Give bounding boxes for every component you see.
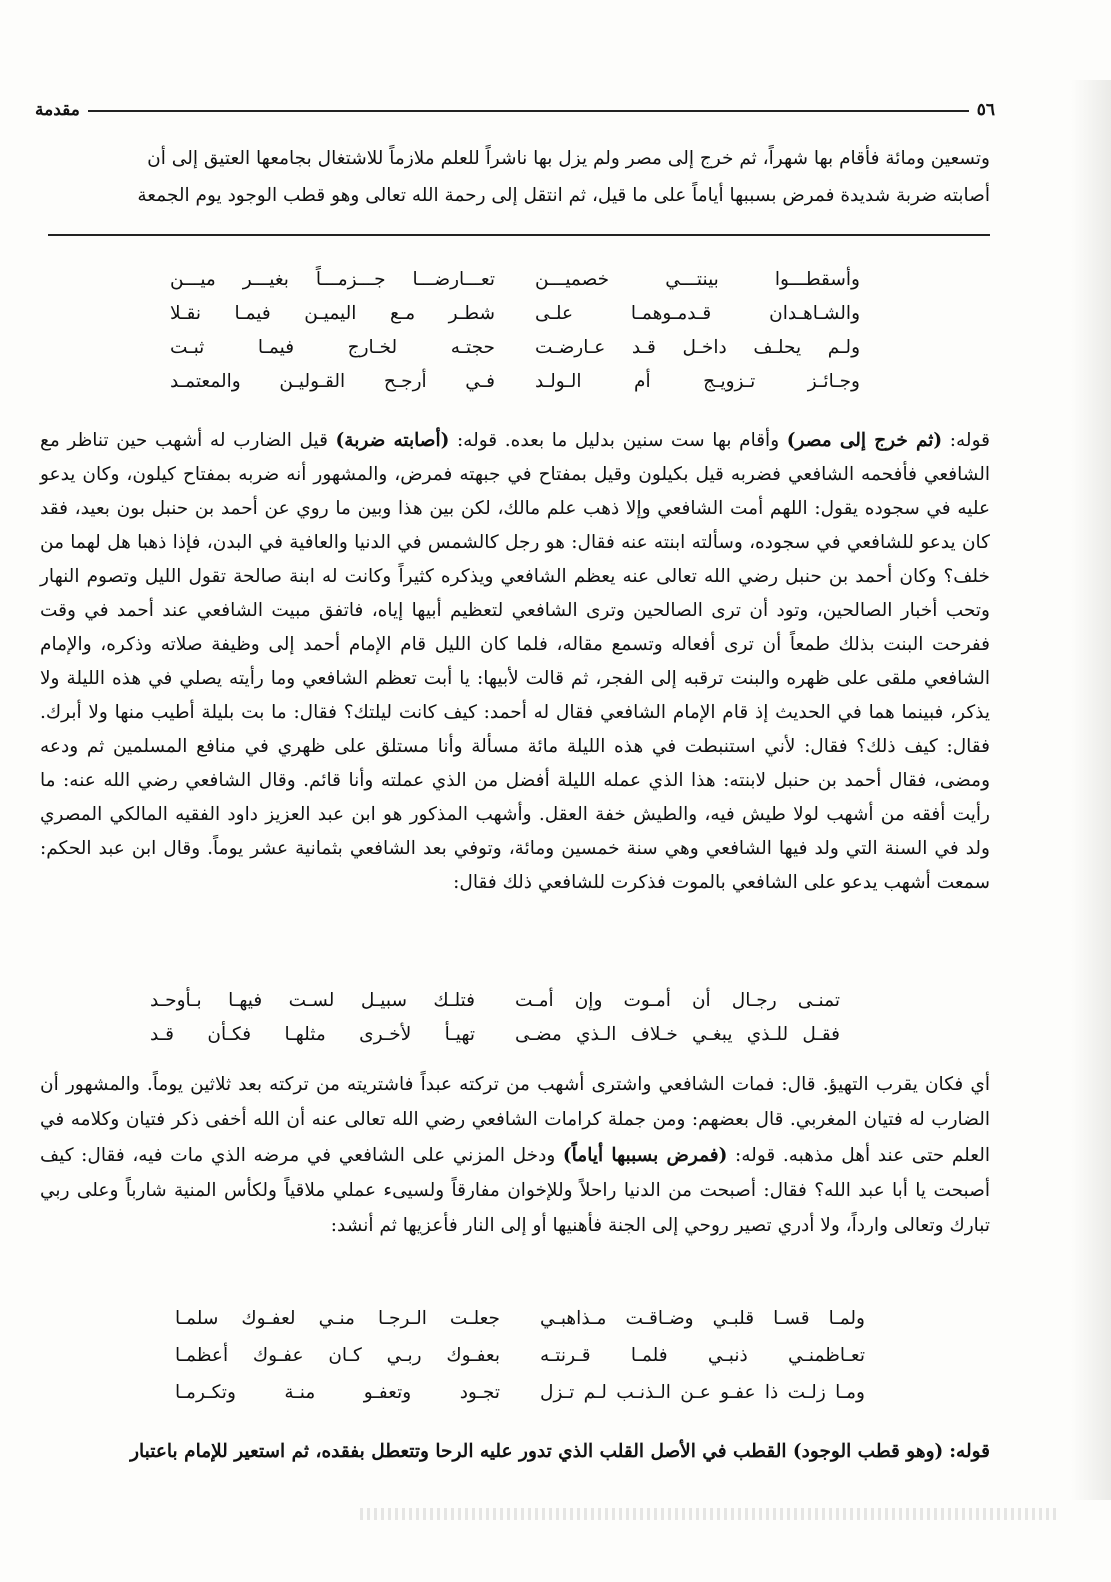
page-spine-shadow	[1071, 80, 1111, 1500]
quoted-phrase: (فمرض بسببها أياماً)	[562, 1144, 728, 1166]
poem-block-1	[170, 262, 860, 398]
commentary-text: وأقام بها ست سنين بدليل ما بعده. قوله:	[449, 430, 787, 451]
verse-first-hemistich: ولمـا قسـا قلبـي وضـاقـت مـذاهبـي	[540, 1308, 865, 1329]
verse-second-hemistich: فـي أرجـح القـوليـن والمعتمـد	[170, 370, 495, 392]
commentary-paragraph-3	[40, 1435, 990, 1469]
verse-line	[170, 330, 860, 364]
quoted-phrase: (ثم خرج إلى مصر)	[786, 430, 943, 451]
verse-second-hemistich: تعـــارضـــا جـــزمـــاً بغيـــر ميـــن	[170, 268, 495, 290]
page-header	[35, 95, 995, 125]
verse-line	[170, 364, 860, 398]
verse-line	[170, 262, 860, 296]
verse-second-hemistich: فتلـك سبيـل لسـت فيهـا بـأوحـد	[150, 989, 475, 1011]
main-text-line: أصابته ضربة شديدة فمرض بسببها أياماً على ما قيل، ثم انتقل إلى رحمة الله تعالى وهو قطب الوجود يوم الجمعة	[137, 185, 990, 206]
section-title: مقدمة	[35, 100, 80, 120]
verse-first-hemistich: وجـائـز تـزويـج أم الـولـد	[535, 370, 860, 392]
quoted-phrase: (أصابته ضربة)	[335, 430, 450, 451]
verse-second-hemistich: بعفـوك ربـي كـان عفـوك أعظمـا	[175, 1345, 500, 1366]
main-text	[40, 140, 990, 214]
quoted-phrase: (وهو قطب الوجود)	[792, 1441, 944, 1462]
verse-second-hemistich: تجـود وتعفـو منـة وتكـرمـا	[175, 1382, 500, 1403]
verse-second-hemistich: شطـر مـع اليميـن فيمـا نقـلا	[170, 302, 495, 324]
commentary-text: قيل الضارب له أشهب حين تناظر مع الشافعي فأفحمه الشافعي فضربه قيل بكيلون وقيل بمفتاح في جبهته فمرض، والمشهور أنه ضربه بمفتاح كيلون، وكان يدعو عليه في سجوده يقول: اللهم أمت الشافعي وإلا ذهب علم مالك، لكن بين هذا وبين ما روي عن أحمد بن حنبل بون بعيد، فقد كان يدعو للشافعي في سجوده، وسألته ابنته عنه فقال: هو رجل كالشمس في الدنيا والعافية في البدن، فإذا ذهبا هل لهما من خلف؟ وكان أحمد بن حنبل رضي الله تعالى عنه يعظم الشافعي ويذكره كثيراً وكانت له ابنة صالحة تقول الليل وتصوم النهار وتحب أخبار الصالحين، وتود أن ترى الصالحين وترى الشافعي لتعظيم أبيها إياه، فاتفق مبيت الشافعي عند أحمد في وقت ففرحت البنت بذلك طمعاً أن ترى أفعاله وتسمع مقاله، فلما كان الليل قام الإمام أحمد إلى وظيفة صلاته وذكره، والإمام الشافعي ملقى على ظهره والبنت ترقبه إلى الفجر، ثم قالت لأبيها: يا أبت تعظم الشافعي وما رأيته يصلي في هذه الليلة ولا يذكر، فبينما هما في الحديث إذ قام الإمام الشافعي فقال له أحمد: كيف كانت ليلتك؟ فقال: ما بت بليلة أطيب منها ولا أبرك. فقال: كيف ذلك؟ فقال: لأني استنبطت في هذه الليلة مائة مسألة وأنا مستلق على ظهري في منافع المسلمين ثم ودعه ومضى، فقال أحمد بن حنبل لابنته: هذا الذي عمله الليلة أفضل من الذي عملته وأنا قائم. وقال الشافعي رضي الله عنه: ما رأيت أفقه من أشهب لولا طيش فيه، والطيش خفة العقل. وأشهب المذكور هو ابن عبد العزيز داود الفقيه المالكي المصري ولد في السنة التي ولد فيها الشافعي وهي سنة خمسين ومائة، وتوفي بعد الشافعي بثمانية عشر يوماً. وقال ابن عبد الحكم: سمعت أشهب يدعو على الشافعي بالموت فذكرت للشافعي ذلك فقال:	[40, 430, 990, 893]
verse-line	[170, 296, 860, 330]
commentary-text: القطب في الأصل القلب الذي تدور عليه الرحا وتتعطل بفقده، ثم استعير للإمام باعتبار	[130, 1441, 793, 1462]
verse-first-hemistich: والشـاهـدان قـدمـوهمـا علـى	[535, 302, 860, 324]
verse-second-hemistich: حجتـه لخـارج فيمـا ثبـت	[170, 336, 495, 358]
verse-line	[175, 1300, 865, 1337]
verse-line	[150, 983, 840, 1017]
verse-first-hemistich: ومـا زلـت ذا عفـو عـن الـذنـب لـم تـزل	[540, 1382, 865, 1403]
verse-first-hemistich: تعـاظمنـي ذنبـي فلمـا قـرنتـه	[540, 1345, 865, 1366]
commentary-label: قوله:	[949, 430, 990, 451]
verse-first-hemistich: وأسقطـــوا بينتـــي خصميـــن	[535, 268, 860, 290]
main-text-line: وتسعين ومائة فأقام بها شهراً، ثم خرج إلى مصر ولم يزل بها ناشراً للعلم ملازماً للاشتغال بجامعها العتيق إلى أن	[147, 148, 990, 169]
verse-first-hemistich: ولـم يحلـف داخـل قـد عـارضـت	[535, 336, 860, 358]
verse-first-hemistich: تمنـى رجـال أن أمـوت وإن أمـت	[515, 989, 840, 1011]
verse-line	[150, 1017, 840, 1051]
commentary-text: ودخل المزني على الشافعي في مرضه الذي مات فيه، فقال: كيف أصبحت يا أبا عبد الله؟ فقال: أصبحت من الدنيا راحلاً وللإخوان مفارقاً ولسيىء عملي ملاقياً ولكأس المنية شارباً وعلى ربي تبارك وتعالى وارداً، ولا أدري تصير روحي إلى الجنة فأهنيها أو إلى النار فأعزيها ثم أنشد:	[40, 1144, 990, 1237]
verse-first-hemistich: فقـل للـذي يبغـي خـلاف الـذي مضـى	[515, 1023, 840, 1045]
commentary-paragraph-1	[40, 424, 990, 900]
scan-noise	[360, 1508, 1060, 1520]
verse-second-hemistich: جعلـت الـرجـا منـي لعفـوك سلمـا	[175, 1308, 500, 1329]
verse-line	[175, 1337, 865, 1374]
poem-block-3	[175, 1300, 865, 1411]
verse-line	[175, 1374, 865, 1411]
poem-block-2	[150, 983, 840, 1051]
commentary-paragraph-2	[40, 1067, 990, 1243]
footnote-separator	[48, 234, 990, 236]
commentary-label: قوله:	[949, 1441, 990, 1462]
page-number: ٥٦	[976, 100, 995, 120]
verse-second-hemistich: تهيـأ لأخـرى مثلهـا فكـأن قـد	[150, 1023, 475, 1045]
header-rule	[88, 110, 969, 112]
commentary-text: أي فكان يقرب التهيؤ. قال: فمات الشافعي واشترى أشهب من تركته عبداً فاشتريته من تركته بعد ثلاثين يوماً. والمشهور أن الضارب له فتيان المغربي. قال بعضهم: ومن جملة كرامات الشافعي رضي الله تعالى عنه أن الله أخفى ذكر فتيان وكلامه في العلم حتى عند أهل مذهبه. قوله:	[40, 1074, 990, 1166]
